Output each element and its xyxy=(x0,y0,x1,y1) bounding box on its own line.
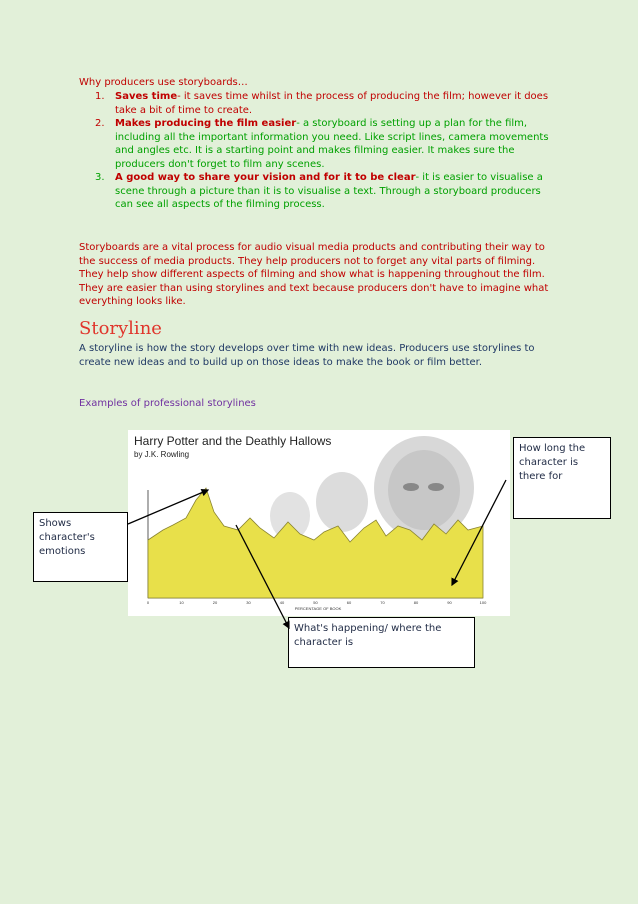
reason-number: 3. xyxy=(95,172,105,183)
arrow-emotions xyxy=(128,490,208,524)
storyboard-paragraph: Storyboards are a vital process for audio visual media products and contributing their way to the success of media products. They help producers not to forget any vital parts of filming. They help show different aspects of filming and show what is happening throughout the film. They are easier than using storylines and text because producers don't have to imagine what everything looks like. xyxy=(79,242,549,307)
storyline-description: A storyline is how the story develops over time with new ideas. Producers use storylines to create new ideas and to build up on those ideas to make the book or film better. xyxy=(79,343,535,368)
x-tick-label: 20 xyxy=(212,600,218,605)
reason-title: Saves time xyxy=(115,91,178,102)
x-tick-label: 80 xyxy=(413,600,419,605)
storyboard-reasons-heading: Why producers use storyboards… xyxy=(79,77,248,88)
arrow-events xyxy=(236,525,289,628)
callout-duration: How long the character is there for xyxy=(513,437,611,519)
callout-events: What's happening/ where the character is xyxy=(288,617,475,668)
x-tick-label: 40 xyxy=(279,600,285,605)
reason-text: - it saves time whilst in the process of producing the film; however it does take a bit of time to create. xyxy=(115,91,549,116)
x-tick-label: 30 xyxy=(246,600,251,605)
x-tick-label: 50 xyxy=(313,600,318,605)
callout-emotions: Shows character's emotions xyxy=(33,512,128,582)
reason-number: 1. xyxy=(95,91,105,102)
reason-number: 2. xyxy=(95,118,105,129)
x-tick-label: 60 xyxy=(346,600,352,605)
x-tick-label: 100 xyxy=(479,600,487,605)
arrow-duration xyxy=(452,480,506,585)
reason-title: Makes producing the film easier xyxy=(115,118,297,129)
storyline-heading: Storyline xyxy=(79,318,162,339)
x-tick-label: 70 xyxy=(380,600,385,605)
x-axis-label: PERCENTAGE OF BOOK xyxy=(294,606,342,611)
reason-title: A good way to share your vision and for it to be clear xyxy=(115,172,416,183)
examples-label: Examples of professional storylines xyxy=(79,398,256,409)
x-tick-label: 0 xyxy=(146,600,150,605)
reason-text: - it is easier to visualise a scene through a picture than it is to visualise a text. Through a storyboard producers can see all aspects of the filming process. xyxy=(115,172,543,210)
reason-text: - a storyboard is setting up a plan for the film, including all the important information you need. Like script lines, camera movements and angles etc. It is a starting point and makes filming easier. It makes sure the producers don't forget to film any scenes. xyxy=(115,118,549,170)
chart-subtitle: by J.K. Rowling xyxy=(134,450,190,459)
x-tick-label: 10 xyxy=(179,600,184,605)
x-tick-label: 90 xyxy=(447,600,452,605)
chart-title: Harry Potter and the Deathly Hallows xyxy=(134,434,332,448)
